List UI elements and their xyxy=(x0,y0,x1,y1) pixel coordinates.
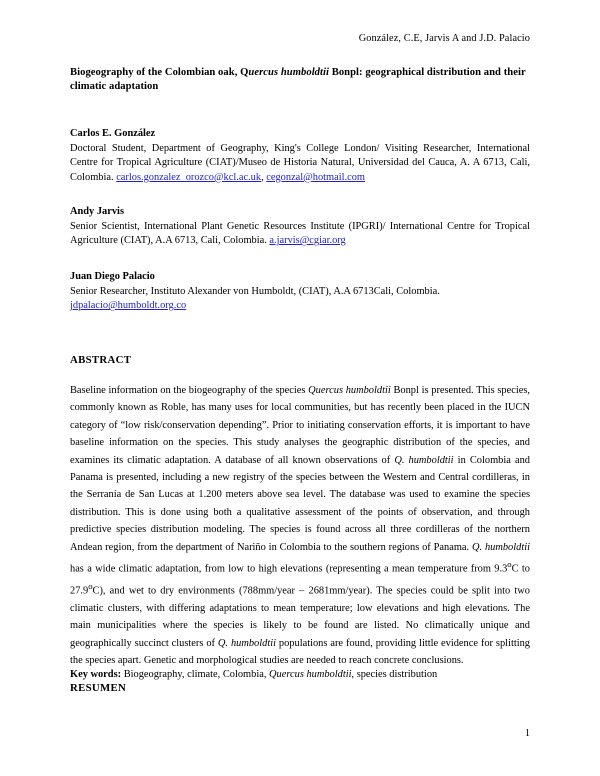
author-block-gonzalez xyxy=(70,127,530,185)
abstract-seg-2: Bonpl is presented. This species, commonly known as Roble, has many uses for local communities, but has recently been placed in the IUCN category of “low risk/conservation depending”. Prior to initiating conservation efforts, it is important to have baseline information on the species. This study analyses the geographic distribution of the species, and examines its climatic adaptation. A database of all known observations of xyxy=(70,385,530,466)
keywords-after: , species distribution xyxy=(351,669,438,680)
author-affiliation xyxy=(70,285,530,314)
author-affiliation xyxy=(70,142,530,186)
abstract-seg-5: C to 27.9 xyxy=(70,563,530,597)
affiliation-text: Senior Scientist, International Plant Genetic Resources Institute (IPGRI)/ International Centre for Tropical Agriculture (CIAT), A.A 6713, Cali, Colombia. xyxy=(70,220,530,247)
abstract-species-4: Q. humboldtii xyxy=(217,637,276,649)
title-species-rest: uercus humboldtii xyxy=(248,67,330,78)
author-affiliation xyxy=(70,220,530,249)
email-link-carlos-hotmail[interactable]: cegonzal@hotmail.com xyxy=(266,171,365,183)
abstract-body xyxy=(70,382,530,669)
email-link-jarvis[interactable]: a.jarvis@cgiar.org xyxy=(269,235,346,247)
affiliation-text: Senior Researcher, Instituto Alexander von Humboldt, (CIAT), A.A 6713Cali, Colombia. xyxy=(70,285,440,297)
resumen-heading: RESUMEN xyxy=(70,682,127,694)
keywords-line xyxy=(70,668,530,683)
keywords-label: Key words: xyxy=(70,669,122,680)
running-header: González, C.E, Jarvis A and J.D. Palacio xyxy=(358,33,530,44)
abstract-seg-3: in Colombia and Panama is presented, including a new registry of the species between the Western and Central cordilleras, in the Serranía de San Lucas at 1.200 meters above sea level. The database was used to examine the species distribution. This is done using both a qualitative assessment of the points of observation, and through predictive species distribution modeling. The species is found across all three cordilleras of the northern Andean region, from the department of Nariño in Colombia to the southern regions of Panama. xyxy=(70,454,530,553)
email-link-carlos-kcl[interactable]: carlos.gonzalez_orozco@kcl.ac.uk xyxy=(116,171,262,183)
keywords-before: Biogeography, climate, Colombia, xyxy=(121,669,270,680)
title-part-2: Bonpl: geographical distribution and their climatic adaptation xyxy=(70,67,526,93)
title-part-1: Biogeography of the Colombian oak, xyxy=(70,67,241,78)
degree-symbol-2: o xyxy=(88,580,93,591)
affiliation-text: Doctoral Student, Department of Geography, King's College London/ Visiting Researcher, International Centre for Tropical Agriculture (CIAT)/Museo de Historia Natural, Universidad del Cauca, A. A 6713, Cali, Colombia. xyxy=(70,142,530,183)
page-title xyxy=(70,66,532,95)
author-name: Andy Jarvis xyxy=(70,206,124,217)
abstract-seg-7: populations are found, providing little evidence for splitting the species apart. Genetic and morphological studies are needed to reach concrete conclusions. xyxy=(70,637,531,667)
abstract-species-3: Q. humboldtii xyxy=(472,541,530,553)
abstract-seg-4: has a wide climatic adaptation, from low to high elevations (representing a mean temperature from 9.3 xyxy=(70,563,508,575)
abstract-species-1: Quercus humboldtii xyxy=(308,385,391,396)
abstract-species-2: Q. humboldtii xyxy=(394,454,454,466)
abstract-seg-1: Baseline information on the biogeography of the species xyxy=(70,385,309,396)
email-link-palacio[interactable]: jdpalacio@humboldt.org.co xyxy=(70,300,187,312)
author-name: Juan Diego Palacio xyxy=(70,271,155,282)
degree-symbol-1: o xyxy=(507,559,512,570)
author-name: Carlos E. González xyxy=(70,128,156,139)
title-species-initial: Q xyxy=(240,67,249,78)
page-number: 1 xyxy=(524,728,530,739)
author-block-jarvis xyxy=(70,205,530,249)
abstract-paragraph xyxy=(70,382,530,669)
author-block-palacio xyxy=(70,270,530,314)
email-separator: , xyxy=(261,171,267,183)
keywords-species: Quercus humboldtii xyxy=(269,669,352,680)
abstract-heading: ABSTRACT xyxy=(70,354,132,366)
abstract-seg-6: C), and wet to dry environments (788mm/year – 2681mm/year). The species could be split into two climatic clusters, with differing adaptations to mean temperature; low elevations and high elevations. The main municipalities where the species is likely to be found are listed. No climatically unique and geographically succinct clusters of xyxy=(70,585,530,649)
